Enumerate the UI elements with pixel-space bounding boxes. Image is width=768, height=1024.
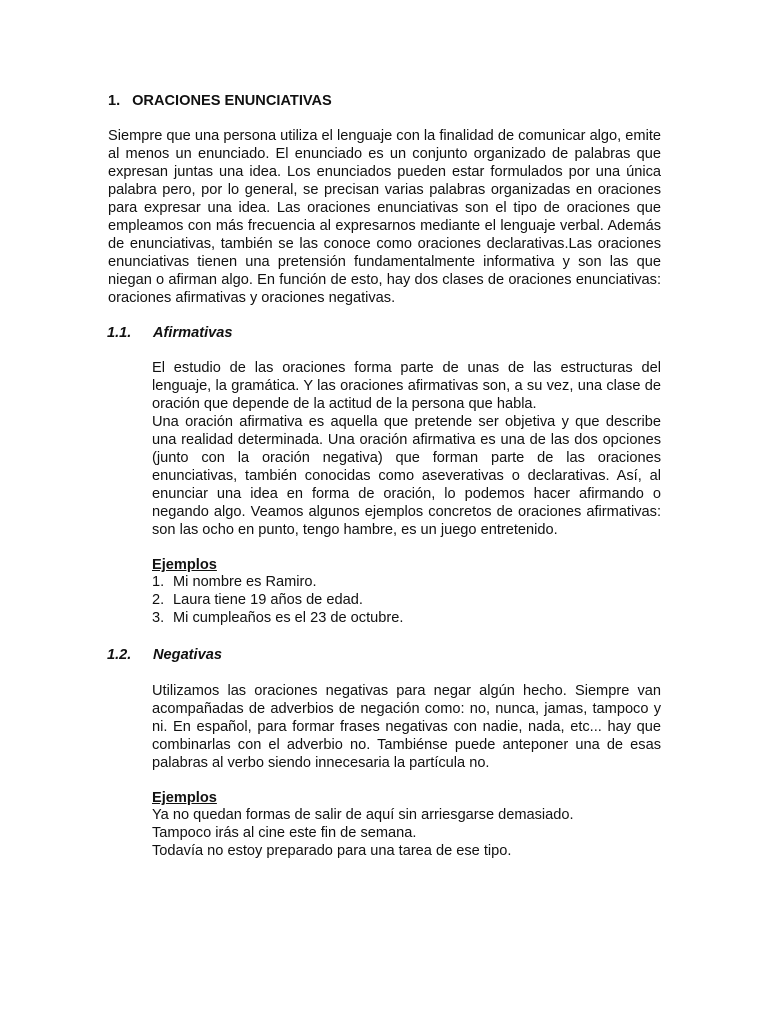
subsection-number: 1.2.: [107, 647, 132, 663]
section-heading-title: ORACIONES ENUNCIATIVAS: [132, 93, 332, 109]
afirmativas-paragraph-2: Una oración afirmativa es aquella que pretende ser objetiva y que describe una realidad determinada. Una oración afirmativa es una de las dos opciones (junto con la oración negativa) que forman parte de las oraciones enunciativas, también conocidas como aseverativas o declarativas. Así, al enunciar una idea en forma de oración, lo podemos hacer afirmando o negando algo. Veamos algunos ejemplos concretos de oraciones afirmativas: son las ocho en punto, tengo hambre, es un juego entretenido.: [152, 414, 661, 538]
list-item: Ya no quedan formas de salir de aquí sin arriesgarse demasiado.: [152, 807, 574, 823]
afirmativas-examples-list: [152, 573, 403, 627]
negativas-examples-list: [152, 806, 574, 860]
afirmativas-paragraph-1: El estudio de las oraciones forma parte de unas de las estructuras del lenguaje, la gramática. Y las oraciones afirmativas son, a su vez, una clase de oración que depende de la actitud de la persona que habla.: [152, 360, 661, 412]
section-heading-number: 1.: [108, 93, 121, 109]
list-item: 3. Mi cumpleaños es el 23 de octubre.: [152, 610, 404, 626]
list-item: 2. Laura tiene 19 años de edad.: [152, 592, 363, 608]
section-heading: [108, 92, 332, 110]
list-item: Todavía no estoy preparado para una tarea de ese tipo.: [152, 843, 512, 859]
negativas-paragraph-1: Utilizamos las oraciones negativas para negar algún hecho. Siempre van acompañadas de adverbios de negación como: no, nunca, jamas, tampoco y ni. En español, para formar frases negativas con nadie, nada, etc... hay que combinarlas con el adverbio no. Tambiénse puede anteponer una de esas palabras al verbo siendo innecesaria la partícula no.: [152, 683, 661, 771]
subsection-title: Negativas: [153, 647, 222, 663]
intro-paragraph: Siempre que una persona utiliza el lenguaje con la finalidad de comunicar algo, emite al menos un enunciado. El enunciado es un conjunto organizado de palabras que expresan juntas una idea. Los enunciados pueden estar formulados por una única palabra pero, por lo general, se precisan varias palabras organizadas en oraciones para expresar una idea. Las oraciones enunciativas son el tipo de oraciones que empleamos con más frecuencia al expresarnos mediante el lenguaje verbal. Además de enunciativas, también se las conoce como oraciones declarativas.Las oraciones enunciativas tienen una pretensión fundamentalmente informativa y son las que niegan o afirman algo. En función de esto, hay dos clases de oraciones enunciativas: oraciones afirmativas y oraciones negativas.: [108, 128, 661, 306]
afirmativas-examples-label: Ejemplos: [152, 557, 217, 573]
negativas-examples-label: Ejemplos: [152, 790, 217, 806]
list-item: 1. Mi nombre es Ramiro.: [152, 574, 317, 590]
subsection-title: Afirmativas: [153, 325, 233, 341]
subsection-number: 1.1.: [107, 325, 132, 341]
list-item: Tampoco irás al cine este fin de semana.: [152, 825, 417, 841]
